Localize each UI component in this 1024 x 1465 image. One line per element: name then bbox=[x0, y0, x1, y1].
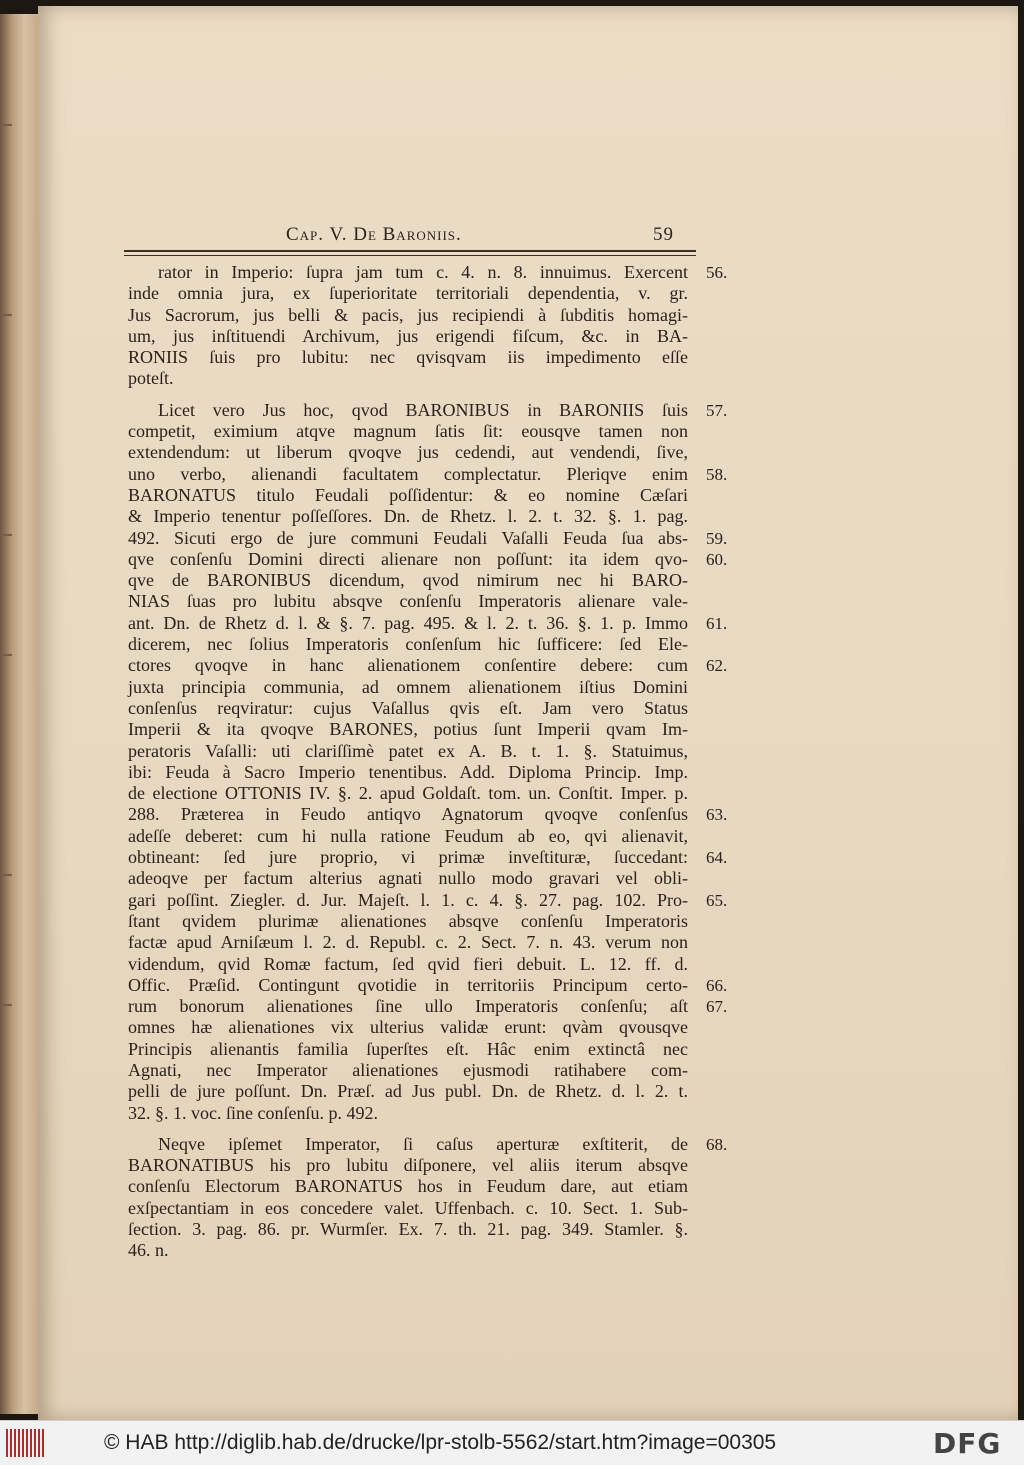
line-text: ſection. 3. pag. 86. pr. Wurmſer. Ex. 7. th. 21. pag. 349. Stamler. §. bbox=[128, 1219, 688, 1240]
text-line bbox=[128, 1060, 688, 1081]
text-line bbox=[128, 826, 688, 847]
text-line bbox=[128, 527, 728, 549]
line-text: gari poſſint. Ziegler. d. Jur. Majeſt. l. 1. c. 4. §. 27. pag. 102. Pro- bbox=[128, 889, 688, 910]
text-line bbox=[128, 570, 688, 591]
text-line bbox=[128, 442, 688, 463]
line-text: Jus Sacrorum, jus belli & pacis, jus recipiendi à ſubditis homagi- bbox=[128, 304, 688, 325]
line-text: de electione OTTONIS IV. §. 2. apud Goldaſt. tom. un. Conſtit. Imper. p. bbox=[128, 783, 688, 804]
copyright-link[interactable]: © HAB http://diglib.hab.de/drucke/lpr-stolb-5562/start.htm?image=00305 bbox=[104, 1431, 777, 1454]
text-line bbox=[128, 326, 688, 347]
text-line bbox=[128, 1219, 688, 1240]
chapter-title: Cap. V. De Baroniis. bbox=[286, 224, 462, 245]
text-line bbox=[128, 262, 728, 283]
line-text: conſenſu Electorum BARONATUS hos in Feudum dare, aut etiam bbox=[128, 1176, 688, 1197]
text-line bbox=[128, 698, 688, 719]
line-text: pelli de jure poſſunt. Dn. Præſ. ad Jus publ. Dn. de Rhetz. d. l. 2. t. bbox=[128, 1081, 688, 1102]
line-text: poteſt. bbox=[128, 368, 174, 389]
text-line bbox=[128, 1198, 688, 1219]
line-text: 46. n. bbox=[128, 1240, 169, 1261]
line-text: BARONATUS titulo Feudali poſſidentur: & eo nomine Cæſari bbox=[128, 484, 688, 505]
line-text: Licet vero Jus hoc, qvod BARONIBUS in BARONIIS ſuis bbox=[158, 399, 688, 420]
line-text: um, jus inſtituendi Archivum, jus erigendi fiſcum, &c. in BA- bbox=[128, 325, 688, 346]
margin-number: 65. bbox=[706, 890, 728, 910]
footer-bar bbox=[0, 1420, 1024, 1465]
line-text: adeoqve per factum alterius agnati nullo modo gravari vel obli- bbox=[128, 868, 688, 889]
text-line bbox=[128, 506, 688, 527]
text-line bbox=[128, 399, 728, 421]
text-line bbox=[128, 719, 688, 740]
margin-number: 59. bbox=[706, 528, 728, 548]
margin-number: 64. bbox=[706, 848, 728, 868]
margin-number: 60. bbox=[706, 549, 728, 569]
margin-number: 63. bbox=[706, 805, 728, 825]
text-line bbox=[128, 347, 688, 368]
line-text: adeſſe deberet: cum hi nulla ratione Feudum ab eo, qvi alienavit, bbox=[128, 825, 688, 846]
book-edge bbox=[0, 14, 40, 1414]
text-line bbox=[128, 868, 688, 889]
text-line bbox=[128, 996, 728, 1017]
text-line bbox=[128, 485, 688, 506]
dfg-logo: DFG bbox=[933, 1427, 1002, 1460]
line-text: Offic. Præſid. Contingunt qvotidie in territoriis Principum certo- bbox=[128, 974, 688, 995]
line-text: rator in Imperio: ſupra jam tum c. 4. n. 8. innuimus. Exercent bbox=[158, 262, 688, 282]
line-text: peratoris Vaſalli: uti clariſſimè patet ex A. B. t. 1. §. Statuimus, bbox=[128, 740, 688, 761]
text-line bbox=[128, 1240, 688, 1261]
line-text: 492. Sicuti ergo de jure communi Feudali Vaſalli Feuda ſua abs- bbox=[128, 527, 688, 548]
line-text: ſtant qvidem plurimæ alienationes absqve conſenſu Imperatoris bbox=[128, 910, 688, 931]
line-text: juxta principia communia, ad omnem alienationem iſtius Domini bbox=[128, 676, 688, 697]
line-text: Neqve ipſemet Imperator, ſi caſus aperturæ exſtiterit, de bbox=[158, 1133, 688, 1154]
text-line bbox=[128, 421, 688, 442]
text-line bbox=[128, 612, 728, 634]
text-line bbox=[128, 591, 688, 612]
line-text: dicerem, nec ſolius Imperatoris conſenſum hic ſufficere: ſed Ele- bbox=[128, 634, 688, 655]
line-text: uno verbo, alienandi facultatem complectatur. Pleriqve enim bbox=[128, 463, 688, 484]
line-text: videndum, qvid Romæ factum, ſed qvid fieri debuit. L. 12. ff. d. bbox=[128, 953, 688, 974]
line-text: Principis alienantis familia ſuperſtes eſt. Hâc enim extinctâ nec bbox=[128, 1038, 688, 1059]
text-line bbox=[128, 1155, 688, 1176]
line-text: ant. Dn. de Rhetz d. l. & §. 7. pag. 495. & l. 2. t. 36. §. 1. p. Immo bbox=[128, 612, 688, 633]
text-line bbox=[128, 283, 688, 304]
line-text: & Imperio tenentur poſſeſſores. Dn. de Rhetz. l. 2. t. 32. §. 1. pag. bbox=[128, 506, 688, 527]
margin-number: 67. bbox=[706, 997, 728, 1017]
line-text: 32. §. 1. voc. ſine conſenſu. p. 492. bbox=[128, 1102, 378, 1123]
line-text: obtineant: ſed jure proprio, vi primæ inveſtituræ, ſuccedant: bbox=[128, 847, 688, 868]
line-text: 288. Præterea in Feudo antiqvo Agnatorum qvoqve conſenſus bbox=[128, 804, 688, 825]
text-line bbox=[128, 762, 688, 783]
text-line bbox=[128, 974, 728, 996]
margin-number: 66. bbox=[706, 975, 728, 995]
text-line bbox=[128, 548, 728, 570]
text-line bbox=[128, 783, 688, 804]
text-line bbox=[128, 1039, 688, 1060]
text-line bbox=[128, 804, 728, 825]
header-rule bbox=[124, 250, 696, 256]
margin-number: 56. bbox=[706, 263, 728, 282]
text-line bbox=[128, 954, 688, 975]
line-text: NIAS ſuas pro lubitu absqve conſenſu Imperatoris alienare vale- bbox=[128, 591, 688, 612]
margin-number: 58. bbox=[706, 464, 728, 484]
text-line bbox=[128, 1133, 728, 1155]
text-line bbox=[128, 741, 688, 762]
line-text: qve conſenſu Domini directi alienare non poſſunt: ita idem qvo- bbox=[128, 548, 688, 569]
line-text: Imperii & ita qvoqve BARONES, potius ſunt Imperii qvam Im- bbox=[128, 719, 688, 740]
line-text: factæ apud Arniſæum l. 2. d. Republ. c. 2. Sect. 7. n. 43. verum non bbox=[128, 932, 688, 953]
text-line bbox=[128, 305, 688, 326]
paragraph-gap bbox=[128, 1124, 688, 1134]
page-number: 59 bbox=[653, 224, 674, 245]
text-line bbox=[128, 932, 688, 953]
margin-number: 62. bbox=[706, 656, 728, 676]
line-text: competit, eximium atqve magnum ſatis ſit: eousqve tamen non bbox=[128, 421, 688, 442]
text-line bbox=[128, 889, 728, 911]
text-line bbox=[128, 634, 688, 655]
text-line bbox=[128, 677, 688, 698]
book-page bbox=[38, 6, 1018, 1420]
text-line bbox=[128, 368, 688, 389]
line-text: rum bonorum alienationes ſine ullo Imperatoris conſenſu; aſt bbox=[128, 996, 688, 1017]
line-text: ibi: Feuda à Sacro Imperio tenentibus. Add. Diploma Princip. Imp. bbox=[128, 761, 688, 782]
margin-number: 68. bbox=[706, 1134, 728, 1154]
hab-logo-icon bbox=[6, 1429, 50, 1457]
text-line bbox=[128, 911, 688, 932]
text-line bbox=[128, 1103, 688, 1124]
margin-number: 61. bbox=[706, 613, 728, 633]
line-text: RONIIS ſuis pro lubitu: nec qvisqvam iis impedimento eſſe bbox=[128, 347, 688, 368]
line-text: Agnati, nec Imperator alienationes ejusmodi ratihabere com- bbox=[128, 1059, 688, 1080]
line-text: BARONATIBUS his pro lubitu diſponere, vel aliis iterum absqve bbox=[128, 1155, 688, 1176]
line-text: inde omnia jura, ex ſuperioritate territoriali dependentia, v. gr. bbox=[128, 283, 688, 304]
paragraph-gap bbox=[128, 390, 688, 400]
text-line bbox=[128, 847, 728, 868]
text-line bbox=[128, 1081, 688, 1102]
text-line bbox=[128, 463, 728, 485]
text-line bbox=[128, 1017, 688, 1038]
line-text: qve de BARONIBUS dicendum, qvod nimirum nec hi BARO- bbox=[128, 570, 688, 591]
line-text: extendendum: ut liberum qvoqve jus cedendi, aut vendendi, ſive, bbox=[128, 442, 688, 463]
line-text: omnes hæ alienationes vix ulterius validæ erunt: qvàm qvousqve bbox=[128, 1017, 688, 1038]
text-line bbox=[128, 1176, 688, 1197]
line-text: exſpectantiam in eos concedere valet. Uffenbach. c. 10. Sect. 1. Sub- bbox=[128, 1197, 688, 1218]
body-text bbox=[128, 262, 728, 1262]
text-line bbox=[128, 655, 728, 676]
line-text: ctores qvoqve in hanc alienationem conſentire debere: cum bbox=[128, 655, 688, 676]
margin-number: 57. bbox=[706, 400, 728, 420]
line-text: conſenſus reqviratur: cujus Vaſallus qvis eſt. Jam vero Status bbox=[128, 697, 688, 718]
